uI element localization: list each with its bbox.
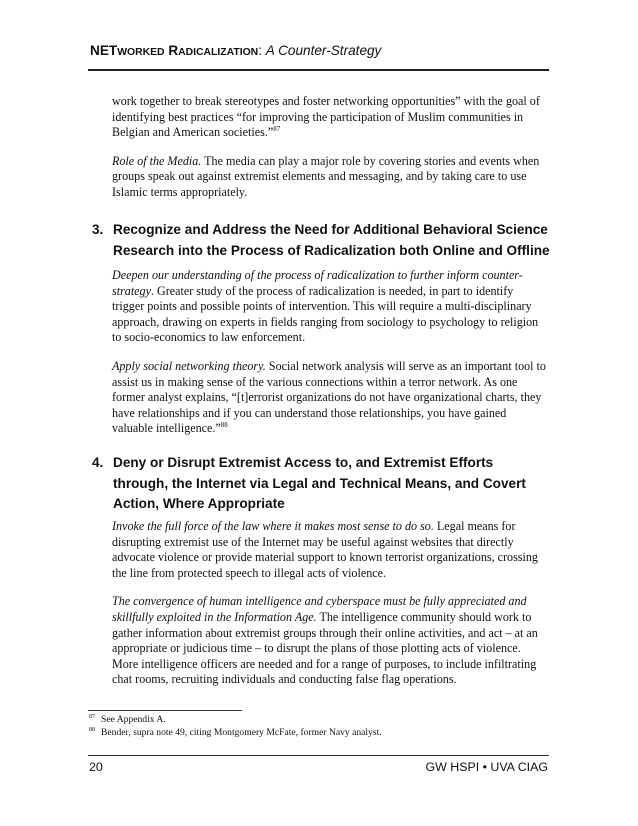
footer-rule — [88, 755, 549, 756]
footnote-87 — [89, 713, 166, 726]
paragraph-social-networking — [112, 359, 548, 437]
opening-paragraphs — [112, 94, 548, 214]
paragraph-role-of-media — [112, 154, 548, 201]
paragraph-text: Social network analysis will serve as an important tool to assist us in making sense of the various connections within a terror network. As one former analyst explains, “[t]errorist organizations do not have organizational charts, they have relationships and if you can understand those relationships, you have gained valuable intelligence.” — [112, 358, 546, 436]
paragraph-lead: Role of the Media. — [112, 153, 202, 168]
header-worked: WORKED — [117, 47, 165, 58]
paragraph-lead: The convergence of human intelligence and cyberspace must be fully appreciated and skillfully exploited in the Information Age. — [112, 594, 527, 624]
footnote-number: 87 — [89, 713, 95, 720]
paragraph-lead: Invoke the full force of the law where it makes most sense to do so. — [112, 519, 434, 533]
paragraph-text: . Greater study of the process of radicalization is needed, in part to identify trigger points and possible points of intervention. This will require a multi-disciplinary approach, drawing on experts in fields ranging from sociology to psychology to religion to socio-economics to law enforcement. — [112, 283, 539, 345]
section-4-heading — [92, 453, 552, 515]
section-3-heading — [92, 220, 552, 261]
paragraph-human-intelligence — [112, 594, 548, 688]
paragraph-text: The media can play a major role by covering stories and events when groups speak out against extremist elements and messaging, and by taking care to use Islamic terms appropriately. — [112, 153, 540, 199]
header-colon: : — [258, 43, 266, 58]
header-radical-initial: R — [168, 43, 179, 58]
section-4-body — [112, 519, 548, 701]
footnote-88 — [89, 726, 382, 739]
section-3-body — [112, 268, 548, 450]
footnote-ref: 88 — [220, 421, 228, 430]
page-number: 20 — [89, 760, 103, 774]
header-radical-rest: ADICALIZATION — [178, 47, 259, 58]
section-number: 4. — [92, 455, 104, 470]
footer-organizations: GW HSPI • UVA CIAG — [425, 760, 548, 774]
footnote-rule — [88, 710, 242, 711]
paragraph-deepen-understanding — [112, 268, 548, 346]
section-number: 3. — [92, 222, 104, 237]
paragraph-text: work together to break stereotypes and foster networking opportunities” with the goal of identifying best practices “for improving the participation of Muslim communities in Belgian and American societies.” — [112, 94, 540, 140]
paragraph-text: Legal means for disrupting extremist use of the Internet may be useful against websites that directly advocate violence or provide material support to known terrorist organizations, crossing the line from protected speech to illegal acts of violence. — [112, 519, 538, 580]
section-title: Recognize and Address the Need for Additional Behavioral Science Research into the Process of Radicalization both Online and Offline — [113, 222, 550, 258]
paragraph-legal-means — [112, 519, 548, 581]
footnote-text: Bender, supra note 49, citing Montgomery McFate, former Navy analyst. — [101, 727, 382, 738]
header-net: NET — [90, 43, 118, 58]
paragraph-lead: Apply social networking theory. — [112, 358, 266, 373]
header-subtitle: A Counter-Strategy — [265, 43, 382, 58]
section-title: Deny or Disrupt Extremist Access to, and Extremist Efforts through, the Internet via Legal and Technical Means, and Covert Action, Where Appropriate — [113, 455, 526, 511]
paragraph-lead: Deepen our understanding of the process of radicalization to further inform counter-strategy — [112, 268, 523, 298]
running-header — [90, 42, 381, 62]
footnote-ref: 87 — [273, 125, 281, 134]
header-rule — [88, 69, 549, 71]
footnote-text: See Appendix A. — [101, 714, 166, 725]
paragraph-networking — [112, 94, 548, 141]
footnote-number: 88 — [89, 726, 95, 733]
paragraph-text: The intelligence community should work to gather information about extremist groups through their online activities, and act – at an appropriate or judicious time – to disrupt the plans of those plotting acts of violence. More intelligence officers are needed and for a range of purposes, to include infiltrating chat rooms, recruiting individuals and conducting false flag operations. — [112, 609, 538, 687]
